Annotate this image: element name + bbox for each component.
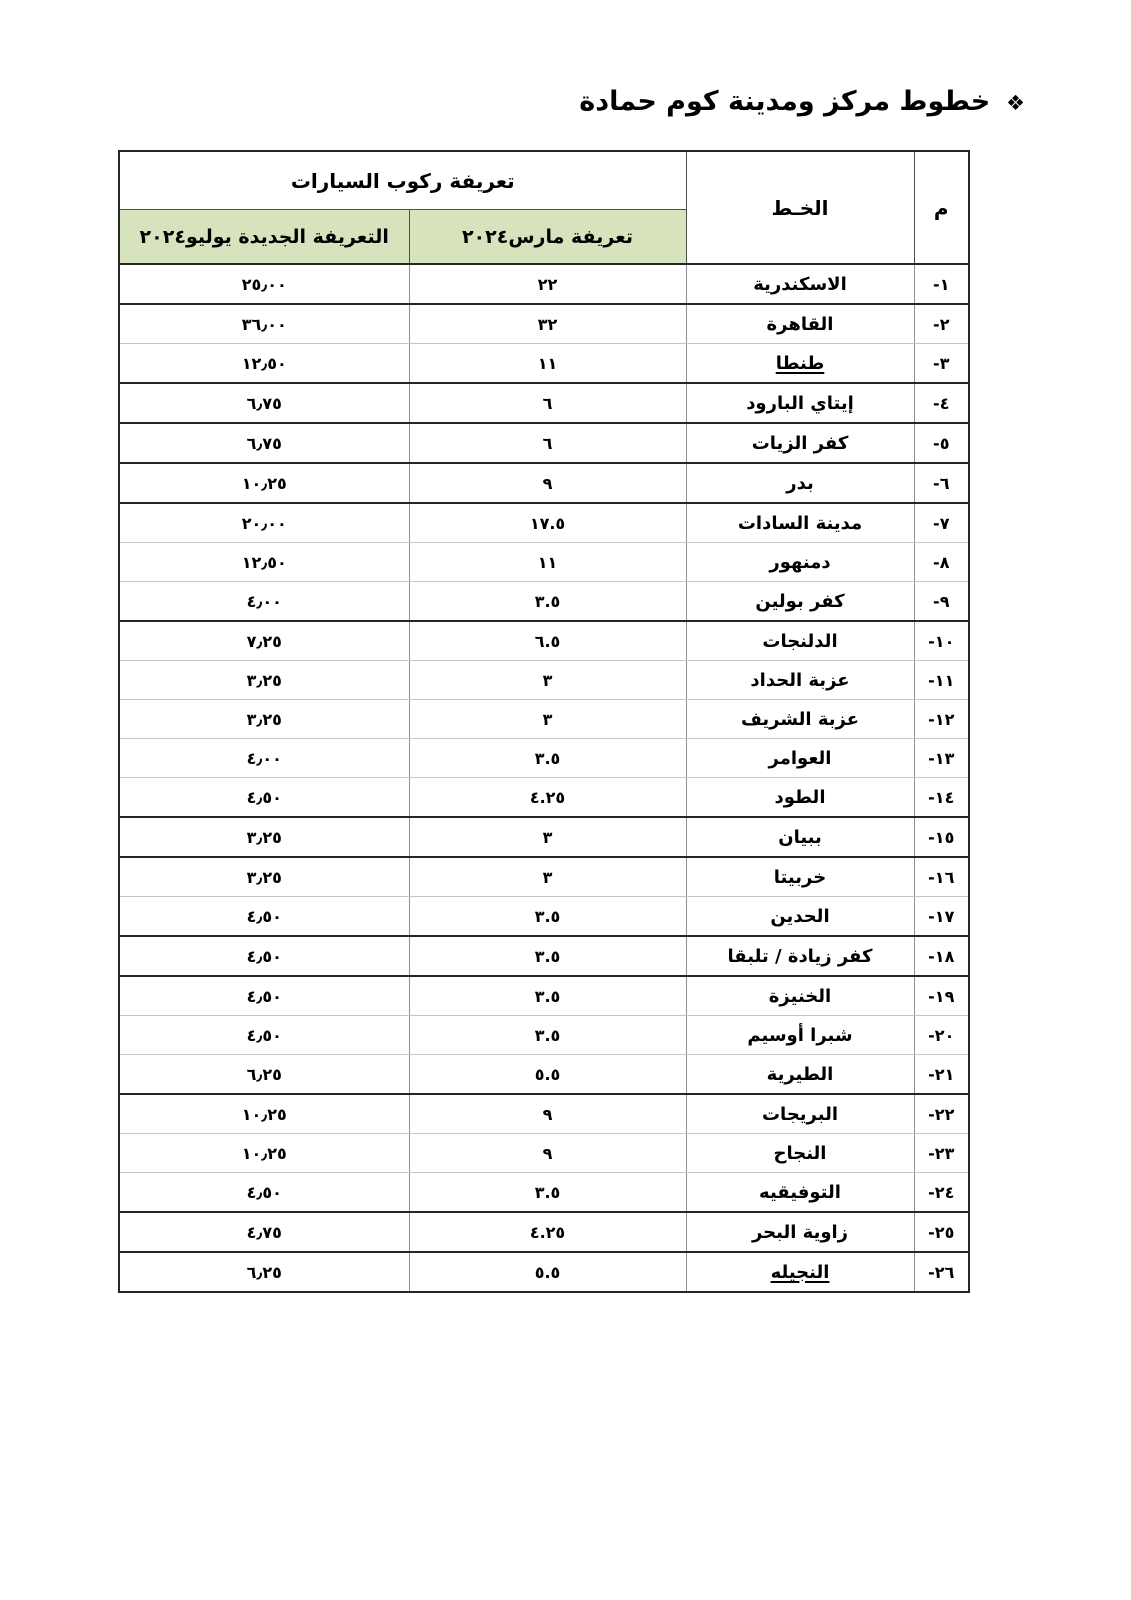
- fare-table-header: [119, 151, 969, 264]
- july-fare-cell: ٦٫٧٥: [119, 423, 409, 463]
- header-march-cell: تعريفة مارس٢٠٢٤: [409, 210, 686, 265]
- row-number-cell: -١١: [914, 661, 969, 700]
- line-name-cell: الحدين: [686, 897, 914, 937]
- march-fare-cell: ٣: [409, 700, 686, 739]
- row-number-cell: -٣: [914, 344, 969, 384]
- row-number-cell: -٢٥: [914, 1212, 969, 1252]
- march-fare-cell: ٩: [409, 1094, 686, 1134]
- march-fare-cell: ١١: [409, 344, 686, 384]
- table-row: [119, 582, 969, 622]
- july-fare-cell: ١٠٫٢٥: [119, 1134, 409, 1173]
- july-fare-cell: ٤٫٥٠: [119, 1173, 409, 1213]
- table-row: [119, 264, 969, 304]
- header-fare-group-cell: تعريفة ركوب السيارات: [119, 151, 686, 210]
- line-name-cell: عزبة الشريف: [686, 700, 914, 739]
- table-row: [119, 463, 969, 503]
- page-title: خطوط مركز ومدينة كوم حمادة: [579, 86, 991, 117]
- table-row: [119, 1016, 969, 1055]
- table-row: [119, 1252, 969, 1292]
- march-fare-cell: ٣٢: [409, 304, 686, 344]
- march-fare-cell: ٩: [409, 1134, 686, 1173]
- march-fare-cell: ١١: [409, 543, 686, 582]
- line-name-cell: العوامر: [686, 739, 914, 778]
- march-fare-cell: ٥.٥: [409, 1252, 686, 1292]
- line-name-cell: الطود: [686, 778, 914, 818]
- line-name-cell: الدلنجات: [686, 621, 914, 661]
- march-fare-cell: ٦: [409, 423, 686, 463]
- row-number-cell: -٨: [914, 543, 969, 582]
- july-fare-cell: ٣٫٢٥: [119, 700, 409, 739]
- row-number-cell: -١٨: [914, 936, 969, 976]
- row-number-cell: -٦: [914, 463, 969, 503]
- line-name-cell: النجاح: [686, 1134, 914, 1173]
- line-name-cell: الخنيزة: [686, 976, 914, 1016]
- line-name-cell: كفر زيادة / تلبقا: [686, 936, 914, 976]
- march-fare-cell: ٣.٥: [409, 739, 686, 778]
- row-number-cell: -٧: [914, 503, 969, 543]
- july-fare-cell: ٤٫٥٠: [119, 936, 409, 976]
- line-name-cell: عزبة الحداد: [686, 661, 914, 700]
- march-fare-cell: ٣.٥: [409, 1016, 686, 1055]
- march-fare-cell: ٣: [409, 817, 686, 857]
- line-name-cell: الاسكندرية: [686, 264, 914, 304]
- row-number-cell: -١٩: [914, 976, 969, 1016]
- line-name-cell: خربيتا: [686, 857, 914, 897]
- july-fare-cell: ١٠٫٢٥: [119, 463, 409, 503]
- table-row: [119, 304, 969, 344]
- line-name-cell: مدينة السادات: [686, 503, 914, 543]
- fare-table: [118, 150, 970, 1293]
- july-fare-cell: ٦٫٢٥: [119, 1055, 409, 1095]
- march-fare-cell: ٣.٥: [409, 582, 686, 622]
- row-number-cell: -٢٤: [914, 1173, 969, 1213]
- july-fare-cell: ٣٫٢٥: [119, 817, 409, 857]
- header-july-cell: التعريفة الجديدة يوليو٢٠٢٤: [119, 210, 409, 265]
- march-fare-cell: ٣.٥: [409, 897, 686, 937]
- table-row: [119, 383, 969, 423]
- row-number-cell: -٢٠: [914, 1016, 969, 1055]
- march-fare-cell: ٦: [409, 383, 686, 423]
- header-line-cell: الخـط: [686, 151, 914, 264]
- march-fare-cell: ٥.٥: [409, 1055, 686, 1095]
- table-row: [119, 661, 969, 700]
- table-row: [119, 621, 969, 661]
- july-fare-cell: ٤٫٥٠: [119, 1016, 409, 1055]
- line-name-cell: البريجات: [686, 1094, 914, 1134]
- table-row: [119, 1055, 969, 1095]
- row-number-cell: -١٠: [914, 621, 969, 661]
- july-fare-cell: ٢٠٫٠٠: [119, 503, 409, 543]
- july-fare-cell: ٤٫٥٠: [119, 976, 409, 1016]
- march-fare-cell: ١٧.٥: [409, 503, 686, 543]
- row-number-cell: -٢١: [914, 1055, 969, 1095]
- july-fare-cell: ٣٦٫٠٠: [119, 304, 409, 344]
- july-fare-cell: ٢٥٫٠٠: [119, 264, 409, 304]
- line-name-cell: زاوية البحر: [686, 1212, 914, 1252]
- document-title: [579, 86, 1025, 117]
- line-name-cell: طنطا: [686, 344, 914, 384]
- line-name-cell: النجيله: [686, 1252, 914, 1292]
- row-number-cell: -١: [914, 264, 969, 304]
- row-number-cell: -٢٣: [914, 1134, 969, 1173]
- march-fare-cell: ٣: [409, 661, 686, 700]
- line-name-cell: دمنهور: [686, 543, 914, 582]
- march-fare-cell: ٣: [409, 857, 686, 897]
- row-number-cell: -٢٦: [914, 1252, 969, 1292]
- table-row: [119, 1094, 969, 1134]
- row-number-cell: -٥: [914, 423, 969, 463]
- line-name-cell: الطيرية: [686, 1055, 914, 1095]
- july-fare-cell: ٤٫٠٠: [119, 582, 409, 622]
- july-fare-cell: ٤٫٥٠: [119, 897, 409, 937]
- line-name-cell: التوفيقيه: [686, 1173, 914, 1213]
- july-fare-cell: ٤٫٠٠: [119, 739, 409, 778]
- table-row: [119, 503, 969, 543]
- march-fare-cell: ٢٢: [409, 264, 686, 304]
- row-number-cell: -١٦: [914, 857, 969, 897]
- row-number-cell: -١٤: [914, 778, 969, 818]
- line-name-cell: كفر بولين: [686, 582, 914, 622]
- row-number-cell: -٤: [914, 383, 969, 423]
- table-row: [119, 700, 969, 739]
- line-name-cell: القاهرة: [686, 304, 914, 344]
- july-fare-cell: ١٢٫٥٠: [119, 543, 409, 582]
- table-row: [119, 857, 969, 897]
- line-name-cell: بدر: [686, 463, 914, 503]
- table-row: [119, 739, 969, 778]
- july-fare-cell: ٤٫٥٠: [119, 778, 409, 818]
- table-row: [119, 976, 969, 1016]
- fare-table-body: [119, 264, 969, 1292]
- march-fare-cell: ٦.٥: [409, 621, 686, 661]
- table-row: [119, 543, 969, 582]
- table-row: [119, 1173, 969, 1213]
- july-fare-cell: ٧٫٢٥: [119, 621, 409, 661]
- line-name-cell: ببيان: [686, 817, 914, 857]
- row-number-cell: -١٢: [914, 700, 969, 739]
- table-row: [119, 1134, 969, 1173]
- july-fare-cell: ١٢٫٥٠: [119, 344, 409, 384]
- line-name-cell: إيتاي البارود: [686, 383, 914, 423]
- table-row: [119, 897, 969, 937]
- march-fare-cell: ٤.٢٥: [409, 1212, 686, 1252]
- header-num-cell: م: [914, 151, 969, 264]
- july-fare-cell: ٣٫٢٥: [119, 661, 409, 700]
- july-fare-cell: ١٠٫٢٥: [119, 1094, 409, 1134]
- row-number-cell: -٢٢: [914, 1094, 969, 1134]
- table-row: [119, 423, 969, 463]
- march-fare-cell: ٣.٥: [409, 1173, 686, 1213]
- march-fare-cell: ٣.٥: [409, 976, 686, 1016]
- july-fare-cell: ٤٫٧٥: [119, 1212, 409, 1252]
- row-number-cell: -١٧: [914, 897, 969, 937]
- row-number-cell: -٩: [914, 582, 969, 622]
- march-fare-cell: ٤.٢٥: [409, 778, 686, 818]
- july-fare-cell: ٦٫٢٥: [119, 1252, 409, 1292]
- table-row: [119, 817, 969, 857]
- row-number-cell: -١٣: [914, 739, 969, 778]
- july-fare-cell: ٣٫٢٥: [119, 857, 409, 897]
- table-row: [119, 1212, 969, 1252]
- line-name-cell: شبرا أوسيم: [686, 1016, 914, 1055]
- table-row: [119, 778, 969, 818]
- table-row: [119, 936, 969, 976]
- title-bullet-icon: ❖: [1006, 91, 1025, 115]
- line-name-cell: كفر الزيات: [686, 423, 914, 463]
- table-row: [119, 344, 969, 384]
- row-number-cell: -١٥: [914, 817, 969, 857]
- march-fare-cell: ٩: [409, 463, 686, 503]
- july-fare-cell: ٦٫٧٥: [119, 383, 409, 423]
- march-fare-cell: ٣.٥: [409, 936, 686, 976]
- row-number-cell: -٢: [914, 304, 969, 344]
